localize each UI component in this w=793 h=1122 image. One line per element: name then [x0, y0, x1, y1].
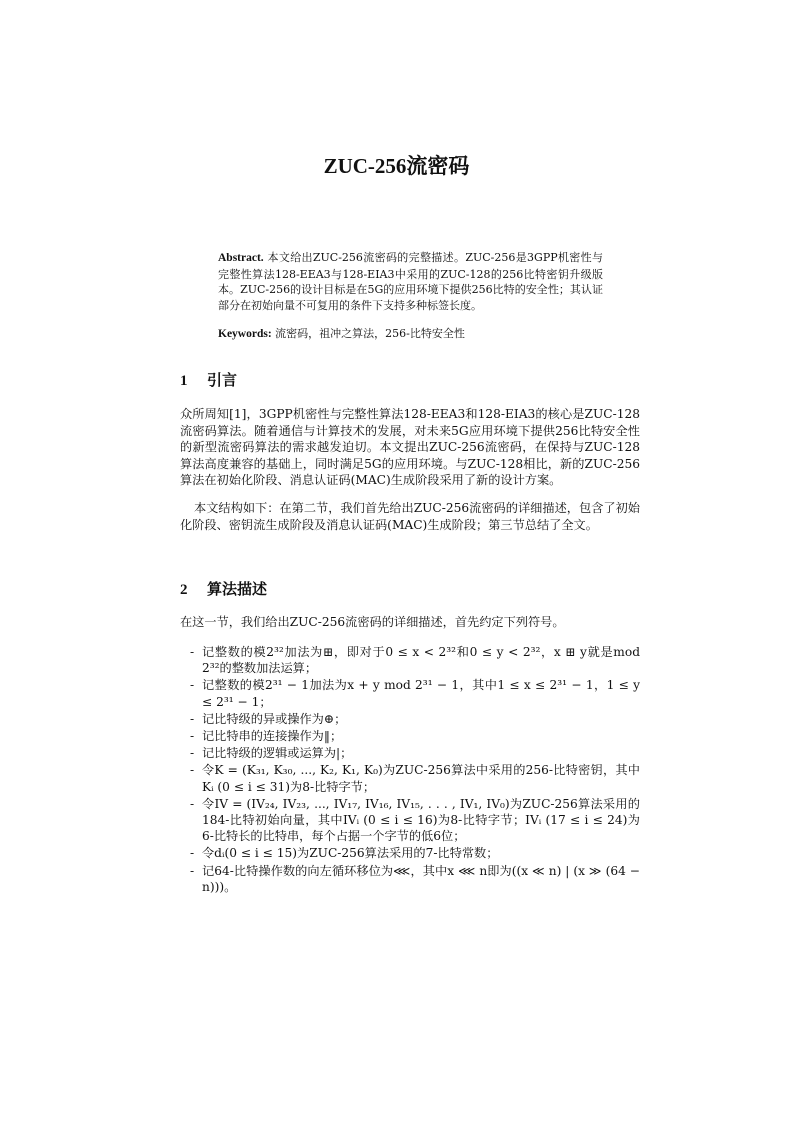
- keywords: [218, 325, 603, 341]
- list-marker: -: [190, 863, 195, 878]
- list-item: - 记整数的模2³²加法为⊞，即对于0 ≤ x < 2³²和0 ≤ y < 2³²，x ⊞ y就是mod 2³²的整数加法运算；: [190, 645, 640, 676]
- section-heading-intro: [180, 369, 237, 390]
- section-number: 2: [180, 582, 188, 598]
- list-item: - 记整数的模2³¹ − 1加法为x + y mod 2³¹ − 1，其中1 ≤ x ≤ 2³¹ − 1，1 ≤ y ≤ 2³¹ − 1；: [190, 678, 640, 709]
- intro-paragraph-2-text: 本文结构如下：在第二节，我们首先给出ZUC-256流密码的详细描述，包含了初始化阶段、密钥流生成阶段及消息认证码(MAC)生成阶段；第三节总结了全文。: [180, 501, 640, 532]
- section-number: 1: [180, 373, 188, 389]
- list-marker: -: [190, 763, 195, 778]
- section-heading-algorithm: [180, 578, 267, 599]
- intro-paragraph-1: 众所周知[1]，3GPP机密性与完整性算法128-EEA3和128-EIA3的核心是ZUC-128流密码算法。随着通信与计算技术的发展，对未来5G应用环境下提供256比特安全性的新型流密码算法的需求越发迫切。本文提出ZUC-256流密码，在保持与ZUC-128算法高度兼容的基础上，同时满足5G的应用环境。与ZUC-128相比，新的ZUC-256算法在初始化阶段、消息认证码(MAC)生成阶段采用了新的设计方案。: [180, 407, 640, 488]
- list-item: - 令K = (K₃₁, K₃₀, ..., K₂, K₁, K₀)为ZUC-256算法中采用的256-比特密钥，其中Kᵢ (0 ≤ i ≤ 31)为8-比特字节；: [190, 763, 640, 794]
- abstract: [218, 250, 603, 313]
- algorithm-intro: 在这一节，我们给出ZUC-256流密码的详细描述，首先约定下列符号。: [180, 615, 565, 629]
- keywords-label: Keywords:: [218, 328, 272, 340]
- list-marker: -: [190, 796, 195, 811]
- list-marker: -: [190, 846, 195, 861]
- intro-paragraph-2: [180, 500, 640, 533]
- notation-list: [190, 644, 640, 896]
- keywords-text: 流密码，祖冲之算法，256-比特安全性: [275, 327, 465, 340]
- list-marker: -: [190, 711, 195, 726]
- list-item: - 令dᵢ(0 ≤ i ≤ 15)为ZUC-256算法采用的7-比特常数；: [190, 846, 499, 861]
- list-item: - 记比特串的连接操作为‖；: [190, 729, 343, 744]
- list-item: - 记比特级的异或操作为⊕；: [190, 711, 347, 726]
- abstract-text: 本文给出ZUC-256流密码的完整描述。ZUC-256是3GPP机密性与完整性算法128-EEA3与128-EIA3中采用的ZUC-128的256比特密钥升级版本。ZUC-256的设计目标是在5G的应用环境下提供256比特的安全性；其认证部分在初始向量不可复用的条件下支持多种标签长度。: [218, 251, 603, 312]
- list-marker: -: [190, 746, 195, 761]
- list-marker: -: [190, 729, 195, 744]
- list-marker: -: [190, 645, 195, 659]
- section-title: 引言: [207, 373, 238, 389]
- list-item: - 令IV = (IV₂₄, IV₂₃, ..., IV₁₇, IV₁₆, IV₁₅, . . . , IV₁, IV₀)为ZUC-256算法采用的184-比特初始向量，其中IVᵢ (0 ≤ i ≤ 16)为8-比特字节；IVᵢ (17 ≤ i ≤ 24)为6-比特长的比特串，每个占据一个字节的低6位；: [190, 796, 640, 844]
- paper-title: ZUC-256流密码: [323, 154, 470, 178]
- list-marker: -: [190, 678, 195, 693]
- list-item: - 记比特级的逻辑或运算为|；: [190, 746, 353, 761]
- list-item: - 记64-比特操作数的向左循环移位为⋘，其中x ⋘ n即为((x ≪ n) | (x ≫ (64 − n)))。: [190, 863, 640, 894]
- section-title: 算法描述: [207, 582, 268, 598]
- abstract-label: Abstract.: [218, 252, 264, 264]
